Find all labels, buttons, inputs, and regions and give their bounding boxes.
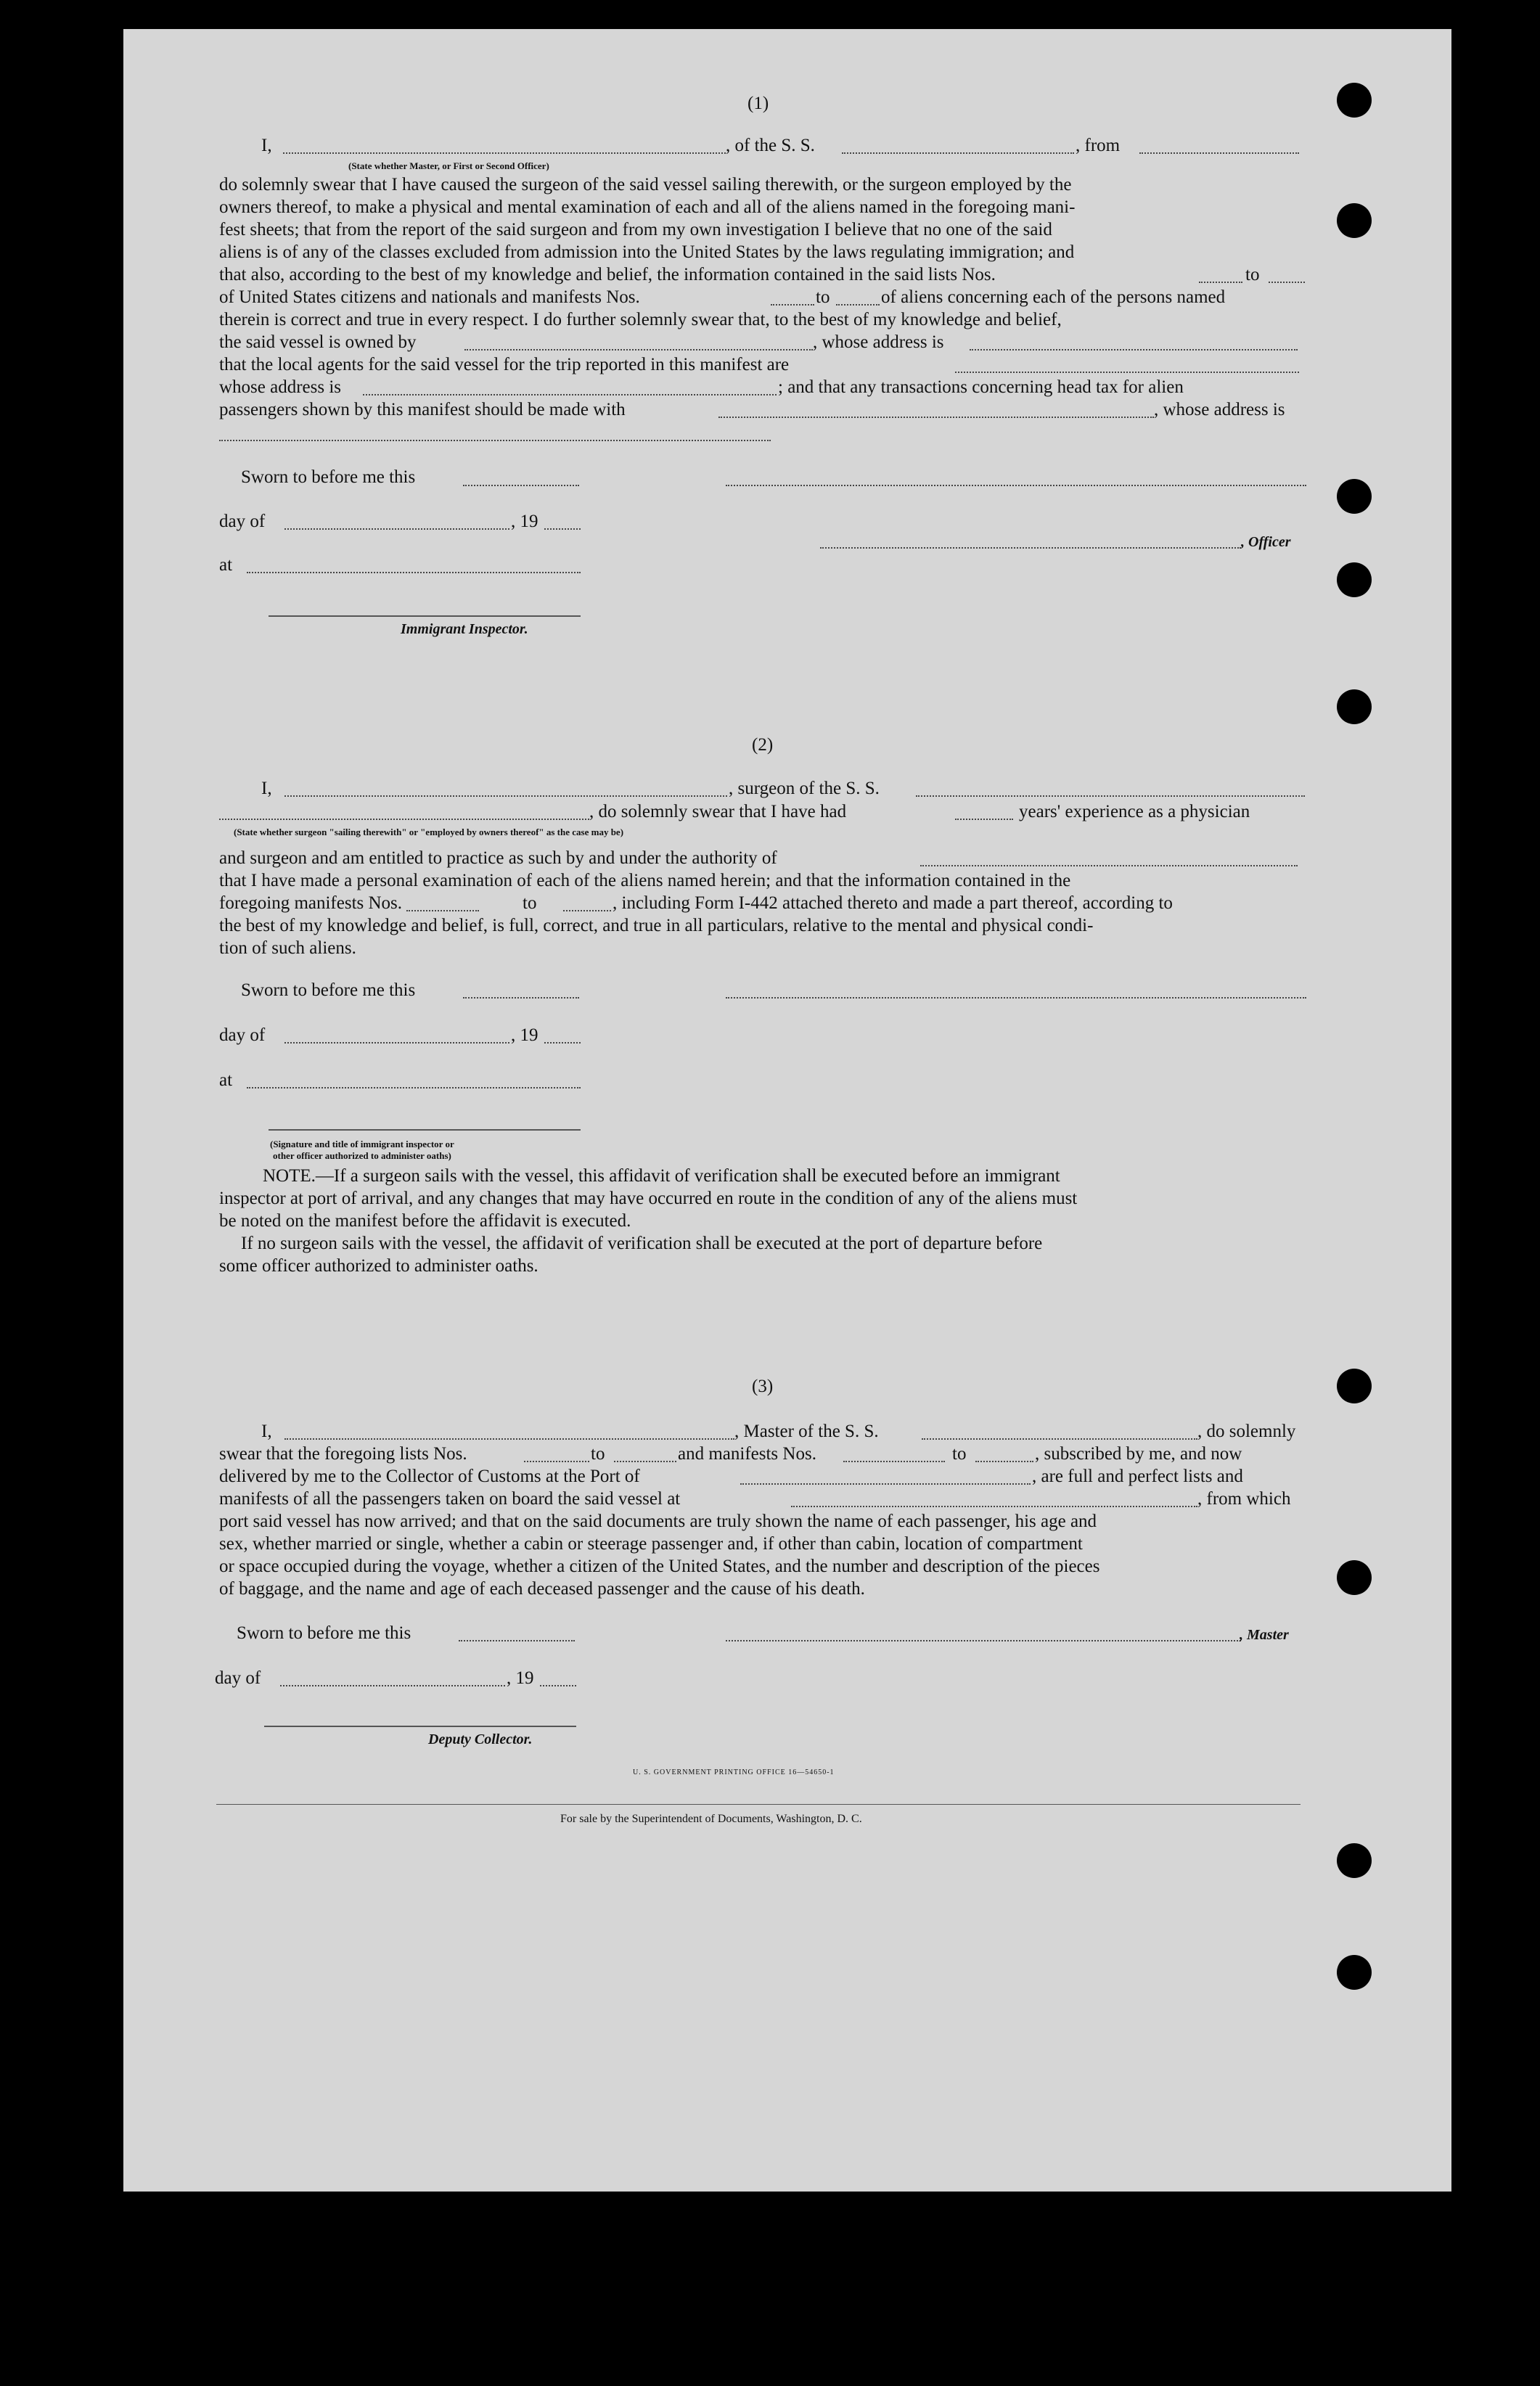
- note-line: inspector at port of arrival, and any changes that may have occurred en route in the condition of any of the aliens must: [219, 1189, 1078, 1208]
- master-label: , Master: [1240, 1627, 1289, 1643]
- to-label: to: [1245, 265, 1260, 284]
- day-of-field[interactable]: [284, 1042, 509, 1044]
- sworn-date-field[interactable]: [463, 485, 579, 486]
- to-label: to: [591, 1444, 605, 1464]
- whose-address-label: , whose address is: [1154, 400, 1285, 419]
- swear-label: , do solemnly swear that I have had: [589, 802, 847, 821]
- officer-signature-line[interactable]: [726, 485, 1306, 486]
- lists-from-field[interactable]: [524, 1461, 589, 1462]
- note-line: NOTE.—If a surgeon sails with the vessel, this affidavit of verification shall be executed before an immigrant: [263, 1166, 1060, 1186]
- from-which-label: , from which: [1197, 1489, 1291, 1509]
- local-agents-field[interactable]: [955, 372, 1299, 373]
- at-field[interactable]: [247, 572, 581, 573]
- oath-line: passengers shown by this manifest should be made with: [219, 400, 626, 419]
- of-ss-label: , of the S. S.: [726, 136, 815, 155]
- aliens-label: of aliens concerning each of the persons named: [881, 287, 1226, 307]
- note-line: If no surgeon sails with the vessel, the affidavit of verification shall be executed at the port of departure before: [241, 1234, 1043, 1253]
- oath-line: or space occupied during the voyage, whether a citizen of the United States, and the number and description of the pieces: [219, 1557, 1100, 1576]
- surgeon-vessel-field[interactable]: [916, 795, 1305, 797]
- sig-caption: other officer authorized to administer oaths): [273, 1150, 451, 1161]
- punch-hole: [1337, 1560, 1372, 1595]
- years-label: years' experience as a physician: [1019, 802, 1250, 821]
- manifest-sheet: [123, 29, 1451, 2192]
- oath-line: and surgeon and am entitled to practice as such by and under the authority of: [219, 848, 777, 868]
- lists-from-field[interactable]: [1199, 282, 1242, 283]
- punch-hole: [1337, 562, 1372, 597]
- oath-line: manifests of all the passengers taken on board the said vessel at: [219, 1489, 681, 1509]
- vessel-name-field[interactable]: [922, 1438, 1197, 1440]
- oath-line: delivered by me to the Collector of Customs at the Port of: [219, 1467, 640, 1486]
- day-of-label: day of: [219, 1025, 266, 1045]
- to-label: to: [952, 1444, 967, 1464]
- master-name-field[interactable]: [283, 152, 726, 154]
- head-tax-payee-field[interactable]: [718, 417, 1154, 418]
- oath-line: aliens is of any of the classes excluded from admission into the United States by the laws regulating immigration; and: [219, 242, 1075, 262]
- printing-office: U. S. GOVERNMENT PRINTING OFFICE 16—54650-1: [633, 1768, 835, 1776]
- oath-line: the best of my knowledge and belief, is full, correct, and true in all particulars, relative to the mental and physical condi-: [219, 916, 1094, 935]
- sworn-label: Sworn to before me this: [237, 1623, 411, 1643]
- note-line: some officer authorized to administer oaths.: [219, 1256, 538, 1276]
- master-of-label: , Master of the S. S.: [734, 1422, 879, 1441]
- i-label: I,: [261, 1422, 272, 1441]
- section-number: (3): [752, 1377, 774, 1396]
- form-label: , including Form I-442 attached thereto and made a part thereof, according to: [613, 893, 1173, 913]
- oath-line: that I have made a personal examination of each of the aliens named herein; and that the information contained in the: [219, 871, 1071, 890]
- master-name-field[interactable]: [284, 1438, 734, 1440]
- owner-address-field[interactable]: [970, 349, 1298, 350]
- oath-line: fest sheets; that from the report of the said surgeon and from my own investigation I believe that no one of the said: [219, 220, 1052, 239]
- oath-line: therein is correct and true in every respect. I do further solemnly swear that, to the best of my knowledge and belief,: [219, 310, 1062, 329]
- inspector-signature-line[interactable]: [269, 615, 581, 617]
- year-field[interactable]: [544, 528, 581, 530]
- officer-name-field[interactable]: [820, 547, 1241, 549]
- manifests-from-field[interactable]: [771, 304, 814, 306]
- lists-to-field[interactable]: [614, 1461, 676, 1462]
- oath-line: owners thereof, to make a physical and mental examination of each and all of the aliens named in the foregoing mani-: [219, 197, 1076, 217]
- agent-address-field[interactable]: [363, 394, 777, 395]
- head-tax-label: ; and that any transactions concerning head tax for alien: [778, 377, 1184, 397]
- sworn-label: Sworn to before me this: [241, 467, 416, 487]
- surgeon-label: , surgeon of the S. S.: [729, 779, 880, 798]
- day-of-label: day of: [219, 512, 266, 531]
- subscribed-label: , subscribed by me, and now: [1035, 1444, 1242, 1464]
- do-solemnly-label: , do solemnly: [1197, 1422, 1296, 1441]
- at-field[interactable]: [247, 1087, 581, 1089]
- year-field[interactable]: [544, 1042, 581, 1044]
- oath-line: foregoing manifests Nos.: [219, 893, 403, 913]
- punch-hole: [1337, 689, 1372, 724]
- oath-line: tion of such aliens.: [219, 938, 356, 958]
- punch-hole: [1337, 1955, 1372, 1990]
- whose-address-label: , whose address is: [813, 332, 944, 352]
- oath-line: that also, according to the best of my knowledge and belief, the information contained in the said lists Nos.: [219, 265, 996, 284]
- to-label: to: [523, 893, 537, 913]
- punch-hole: [1337, 203, 1372, 238]
- punch-hole: [1337, 1369, 1372, 1403]
- oath-line: whose address is: [219, 377, 342, 397]
- sale-note: For sale by the Superintendent of Documents, Washington, D. C.: [560, 1813, 862, 1825]
- oath-line: of United States citizens and nationals and manifests Nos.: [219, 287, 640, 307]
- section-number: (2): [752, 735, 774, 755]
- year-label: , 19: [511, 512, 538, 531]
- oath-line: port said vessel has now arrived; and that on the said documents are truly shown the name of each passenger, his age and: [219, 1512, 1097, 1531]
- surgeon-manifests-from-field[interactable]: [406, 910, 479, 911]
- punch-hole: [1337, 83, 1372, 118]
- to-label: to: [816, 287, 830, 307]
- note-line: be noted on the manifest before the affidavit is executed.: [219, 1211, 631, 1231]
- embark-port-field[interactable]: [791, 1506, 1197, 1507]
- year-label: , 19: [507, 1668, 534, 1688]
- sworn-date-field[interactable]: [459, 1640, 575, 1641]
- field-caption: (State whether surgeon "sailing therewith" or "employed by owners thereof" as the case may be): [234, 827, 624, 837]
- day-of-field[interactable]: [280, 1685, 505, 1686]
- officer-label: , Officer: [1241, 534, 1291, 550]
- oath-line: the said vessel is owned by: [219, 332, 417, 352]
- at-label: at: [219, 555, 233, 575]
- deputy-signature-line[interactable]: [264, 1726, 576, 1727]
- year-field[interactable]: [540, 1685, 576, 1686]
- surgeon-manifests-to-field[interactable]: [563, 910, 611, 911]
- sworn-label: Sworn to before me this: [241, 980, 416, 1000]
- vessel-name-field[interactable]: [842, 152, 1074, 154]
- oath-line: of baggage, and the name and age of each deceased passenger and the cause of his death.: [219, 1579, 865, 1599]
- sig-caption: (Signature and title of immigrant inspector or: [270, 1139, 454, 1149]
- year-label: , 19: [511, 1025, 538, 1045]
- authority-field[interactable]: [920, 865, 1298, 866]
- payee-address-field[interactable]: [219, 440, 771, 441]
- oath-line: swear that the foregoing lists Nos.: [219, 1444, 467, 1464]
- years-field[interactable]: [955, 819, 1013, 820]
- oath-line: do solemnly swear that I have caused the surgeon of the said vessel sailing therewith, or the surgeon employed by the: [219, 175, 1072, 194]
- field-caption: (State whether Master, or First or Second Officer): [348, 160, 549, 171]
- footer-rule: [216, 1804, 1301, 1805]
- manifests-to-field[interactable]: [836, 304, 880, 306]
- master-signature-line[interactable]: [726, 1640, 1241, 1641]
- inspector-label: Immigrant Inspector.: [401, 621, 528, 637]
- deputy-label: Deputy Collector.: [428, 1731, 533, 1747]
- manifests-from-field[interactable]: [843, 1461, 945, 1462]
- lists-to-field[interactable]: [1269, 282, 1305, 283]
- at-label: at: [219, 1070, 233, 1090]
- from-field[interactable]: [1139, 152, 1299, 154]
- port-field[interactable]: [740, 1483, 1031, 1485]
- oath-line: that the local agents for the said vessel for the trip reported in this manifest are: [219, 355, 790, 374]
- punch-hole: [1337, 1843, 1372, 1878]
- manifests-label: and manifests Nos.: [678, 1444, 816, 1464]
- from-label: , from: [1076, 136, 1121, 155]
- section-number: (1): [748, 94, 769, 113]
- manifests-to-field[interactable]: [975, 1461, 1033, 1462]
- full-perfect-label: , are full and perfect lists and: [1032, 1467, 1243, 1486]
- punch-hole: [1337, 479, 1372, 514]
- surgeon-signature-line[interactable]: [726, 997, 1306, 999]
- inspector-signature-line[interactable]: [269, 1129, 581, 1131]
- sworn-date-field[interactable]: [463, 997, 579, 999]
- surgeon-status-field[interactable]: [219, 819, 589, 820]
- i-label: I,: [261, 136, 272, 155]
- day-of-field[interactable]: [284, 528, 509, 530]
- surgeon-name-field[interactable]: [284, 795, 727, 797]
- owner-field[interactable]: [464, 349, 813, 350]
- oath-line: sex, whether married or single, whether a cabin or steerage passenger and, if other than cabin, location of compartment: [219, 1534, 1083, 1554]
- i-label: I,: [261, 779, 272, 798]
- day-of-label: day of: [215, 1668, 261, 1688]
